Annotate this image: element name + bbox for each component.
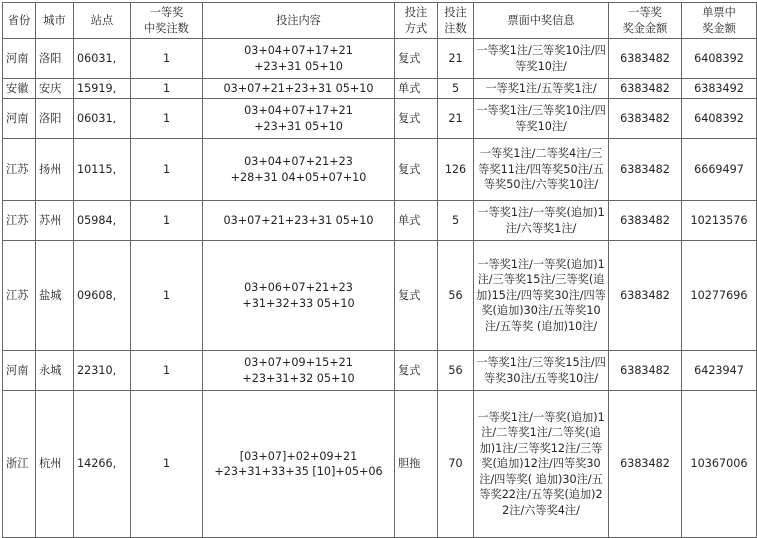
bet-count-cell: 21	[438, 39, 474, 79]
city-cell: 盐城	[36, 241, 74, 351]
prize-info-cell: 一等奖1注/三等奖10注/四等奖10注/	[474, 99, 609, 139]
bet-count-cell: 5	[438, 79, 474, 99]
station-cell: 06031,	[74, 99, 131, 139]
header-first-count-line-1: 一等奖	[149, 6, 184, 19]
first-count-cell: 1	[131, 241, 203, 351]
city-cell: 安庆	[36, 79, 74, 99]
header-method	[395, 3, 438, 39]
city-cell: 杭州	[36, 391, 74, 538]
content-cell	[203, 241, 395, 351]
method-cell: 复式	[395, 99, 438, 139]
content-line: +23+31+33+35 [10]+05+06	[214, 465, 383, 478]
prize-info-cell: 一等奖1注/一等奖(追加)1注/二等奖1注/二等奖(追加)1注/三等奖12注/三等奖(追加)12注/四等奖30注/四等奖( 追加)30注/五等奖22注/五等奖(追加)22注/六等奖4注/	[474, 391, 609, 538]
table-row	[3, 99, 757, 139]
ticket-amount-cell: 6423947	[682, 351, 757, 391]
first-amount-cell: 6383482	[609, 79, 682, 99]
method-cell: 复式	[395, 39, 438, 79]
first-amount-cell: 6383482	[609, 201, 682, 241]
content-cell	[203, 351, 395, 391]
bet-count-cell: 126	[438, 139, 474, 201]
first-count-cell: 1	[131, 201, 203, 241]
first-count-cell: 1	[131, 39, 203, 79]
ticket-amount-cell: 10367006	[682, 391, 757, 538]
bet-count-cell: 56	[438, 241, 474, 351]
bet-count-cell: 21	[438, 99, 474, 139]
header-method-line-1: 投注	[404, 6, 428, 19]
content-cell	[203, 99, 395, 139]
content-line: 03+04+07+17+21	[244, 44, 353, 57]
first-amount-cell: 6383482	[609, 39, 682, 79]
province-cell: 江苏	[3, 139, 36, 201]
header-ticket-amount	[682, 3, 757, 39]
province-cell: 河南	[3, 351, 36, 391]
first-amount-cell: 6383482	[609, 139, 682, 201]
ticket-amount-cell: 6408392	[682, 99, 757, 139]
table-row	[3, 39, 757, 79]
bet-count-cell: 5	[438, 201, 474, 241]
header-bet-count-line-1: 投注	[444, 6, 467, 19]
bet-count-cell: 56	[438, 351, 474, 391]
header-first-count-line-2: 中奖注数	[144, 21, 189, 35]
first-count-cell: 1	[131, 99, 203, 139]
prize-info-cell: 一等奖1注/一等奖(追加)1注/六等奖1注/	[474, 201, 609, 241]
content-line: +23+31 05+10	[254, 119, 343, 133]
table-row	[3, 139, 757, 201]
ticket-amount-cell: 6669497	[682, 139, 757, 201]
station-cell: 10115,	[74, 139, 131, 201]
content-cell	[203, 139, 395, 201]
header-first-amount-line-1: 一等奖	[628, 6, 662, 19]
first-count-cell: 1	[131, 391, 203, 538]
content-line: +23+31 05+10	[254, 59, 343, 73]
first-amount-cell: 6383482	[609, 241, 682, 351]
table-row	[3, 391, 757, 538]
content-cell	[203, 201, 395, 241]
first-amount-cell: 6383482	[609, 351, 682, 391]
province-cell: 河南	[3, 39, 36, 79]
header-bet-count-line-2: 注数	[444, 21, 467, 35]
header-ticket-amount-line-2: 奖金额	[702, 21, 736, 35]
header-province: 省份	[3, 3, 36, 39]
method-cell: 复式	[395, 351, 438, 391]
method-cell: 复式	[395, 241, 438, 351]
table-row	[3, 241, 757, 351]
city-cell: 洛阳	[36, 39, 74, 79]
bet-count-cell: 70	[438, 391, 474, 538]
content-line: 03+07+21+23+31 05+10	[223, 213, 374, 227]
station-cell: 09608,	[74, 241, 131, 351]
header-first-count	[131, 3, 203, 39]
station-cell: 14266,	[74, 391, 131, 538]
content-line: 03+07+21+23+31 05+10	[223, 81, 374, 95]
content-line: +31+32+33 05+10	[242, 296, 355, 310]
first-count-cell: 1	[131, 351, 203, 391]
method-cell: 单式	[395, 79, 438, 99]
prize-info-cell: 一等奖1注/一等奖(追加)1注/三等奖15注/三等奖(追加)15注/四等奖30注/四等奖(追加)30注/五等奖10注/五等奖 (追加)10注/	[474, 241, 609, 351]
city-cell: 苏州	[36, 201, 74, 241]
header-ticket-amount-line-1: 单票中	[702, 6, 736, 19]
prize-info-cell: 一等奖1注/三等奖10注/四等奖10注/	[474, 39, 609, 79]
station-cell: 05984,	[74, 201, 131, 241]
header-row	[3, 3, 757, 39]
city-cell: 永城	[36, 351, 74, 391]
content-line: 03+04+07+17+21	[244, 104, 353, 117]
first-amount-cell: 6383482	[609, 391, 682, 538]
province-cell: 江苏	[3, 241, 36, 351]
city-cell: 扬州	[36, 139, 74, 201]
method-cell: 胆拖	[395, 391, 438, 538]
content-line: 03+04+07+21+23	[244, 155, 353, 168]
header-method-line-2: 方式	[404, 21, 428, 35]
header-bet-count	[438, 3, 474, 39]
method-cell: 单式	[395, 201, 438, 241]
header-city: 城市	[36, 3, 74, 39]
province-cell: 浙江	[3, 391, 36, 538]
prize-info-cell: 一等奖1注/三等奖15注/四等奖30注/五等奖10注/	[474, 351, 609, 391]
prize-info-cell: 一等奖1注/二等奖4注/三等奖11注/四等奖50注/五等奖50注/六等奖10注/	[474, 139, 609, 201]
ticket-amount-cell: 10277696	[682, 241, 757, 351]
content-cell	[203, 39, 395, 79]
content-cell	[203, 391, 395, 538]
content-line: [03+07]+02+09+21	[239, 449, 358, 463]
prize-info-cell: 一等奖1注/五等奖1注/	[474, 79, 609, 99]
method-cell: 复式	[395, 139, 438, 201]
ticket-amount-cell: 10213576	[682, 201, 757, 241]
ticket-amount-cell: 6408392	[682, 39, 757, 79]
first-count-cell: 1	[131, 79, 203, 99]
table-row	[3, 201, 757, 241]
province-cell: 河南	[3, 99, 36, 139]
header-content: 投注内容	[203, 3, 395, 39]
content-line: 03+06+07+21+23	[244, 281, 353, 294]
lottery-winners-table	[2, 2, 757, 538]
table-row	[3, 351, 757, 391]
station-cell: 22310,	[74, 351, 131, 391]
station-cell: 06031,	[74, 39, 131, 79]
content-line: 03+07+09+15+21	[244, 356, 353, 369]
province-cell: 江苏	[3, 201, 36, 241]
content-line: +28+31 04+05+07+10	[230, 170, 367, 184]
station-cell: 15919,	[74, 79, 131, 99]
first-amount-cell: 6383482	[609, 99, 682, 139]
first-count-cell: 1	[131, 139, 203, 201]
province-cell: 安徽	[3, 79, 36, 99]
city-cell: 洛阳	[36, 99, 74, 139]
content-line: +23+31+32 05+10	[242, 371, 355, 385]
header-prize-info: 票面中奖信息	[474, 3, 609, 39]
header-first-amount-line-2: 奖金金额	[622, 21, 668, 35]
header-station: 站点	[74, 3, 131, 39]
header-first-amount	[609, 3, 682, 39]
table-row	[3, 79, 757, 99]
content-cell	[203, 79, 395, 99]
ticket-amount-cell: 6383492	[682, 79, 757, 99]
